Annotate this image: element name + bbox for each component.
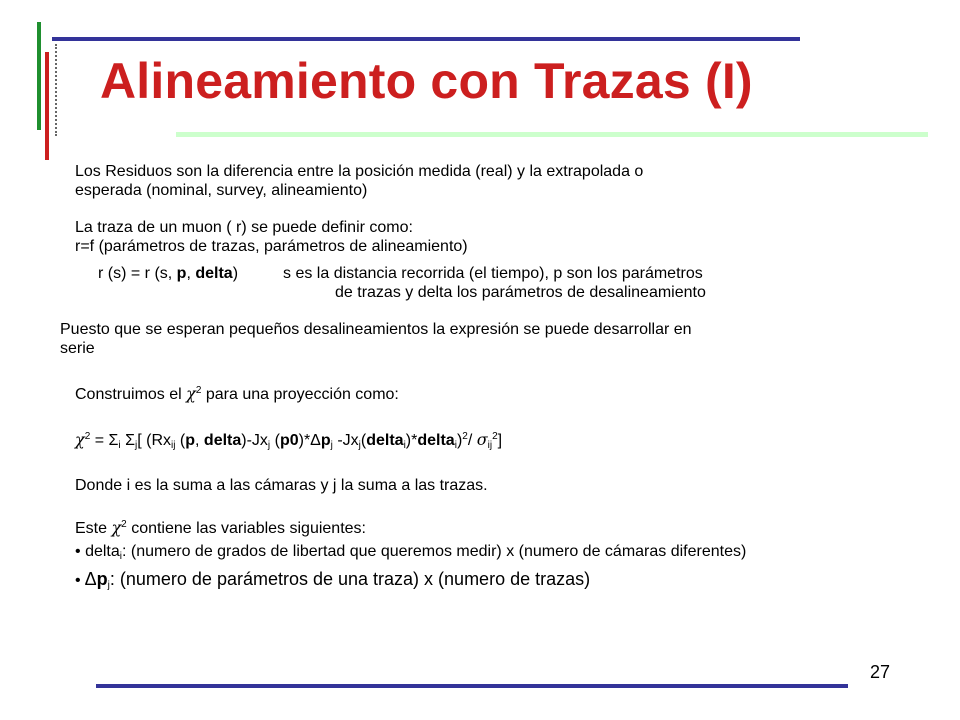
bullet-delta: • delta$_i$: (numero de grados de libertad que queremos medir) x (numero de cámaras diferentes): [75, 543, 747, 562]
paragraph-chi2-construction: Construimos el $\chi^2$ para una proyección como:: [75, 384, 399, 403]
paragraph-traza: La traza de un muon ( r) se puede definir como: r=f (parámetros de trazas, parámetros de alineamiento): [75, 219, 468, 255]
paragraph-sums: Donde i es la suma a las cámaras y j la suma a las trazas.: [75, 477, 488, 494]
top-navy-rule: [52, 37, 800, 41]
paragraph-residuos: Los Residuos son la diferencia entre la posición medida (real) y la extrapolada o esperada (nominal, survey, alineamiento): [75, 163, 644, 199]
bullet-delta-p: • $\Delta p_j$: (numero de parámetros de una traza) x (numero de trazas): [75, 569, 591, 591]
paragraph-variables: Este $\chi^2$ contiene las variables siguientes:: [75, 518, 366, 537]
paragraph-serie: Puesto que se esperan pequeños desalineamientos la expresión se puede desarrollar en serie: [60, 321, 692, 357]
bottom-navy-rule: [96, 684, 848, 688]
track-formula-explanation: s es la distancia recorrida (el tiempo), p son los parámetros de trazas y delta los parámetros de desalineamiento: [283, 265, 706, 301]
slide-title: Alineamiento con Trazas (I): [100, 53, 753, 109]
chi2-formula: $\chi^2 = \Sigma_i$ $\Sigma_j$[ ($Rx_{ij}$ (p, $delta)-Jx_j$ $(p0)*\Delta p_j$ $-Jx_j(delta_i)*delta_i)^2/$ $\sigma_{ij}^2$]: [75, 430, 503, 451]
track-formula: r (s) = r (s, p, delta): [98, 265, 239, 282]
left-red-bar: [45, 52, 49, 160]
left-dotted-line: [55, 44, 57, 136]
left-green-bar: [37, 22, 41, 130]
title-green-rule: [176, 132, 928, 137]
page-number: 27: [869, 662, 890, 682]
